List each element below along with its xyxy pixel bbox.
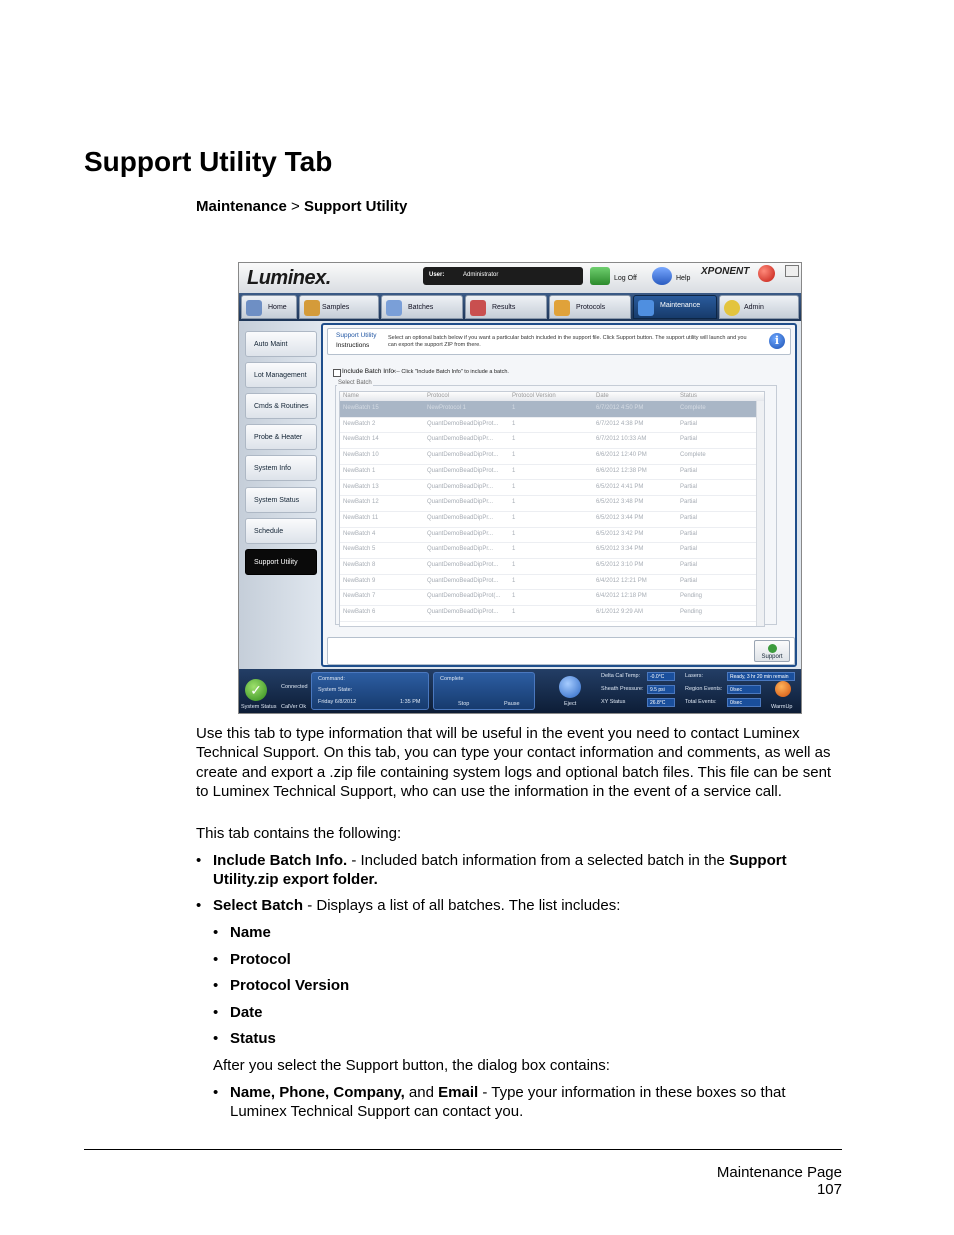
table-row[interactable] xyxy=(340,605,764,622)
bullet1-bold2: Support Utility.zip export folder. xyxy=(213,852,787,889)
batches-icon xyxy=(386,300,402,316)
cell-status: Partial xyxy=(680,499,698,506)
logoff-icon[interactable] xyxy=(590,267,610,285)
tab-protocols-label: Protocols xyxy=(576,304,606,311)
cell-protocol-version: 1 xyxy=(512,530,516,537)
side-auto-maint[interactable]: Auto Maint xyxy=(245,331,317,357)
eject-label[interactable]: Eject xyxy=(564,701,577,707)
cell-status: Pending xyxy=(680,593,703,600)
cell-protocol: QuantDemoBeadDipProt... xyxy=(427,577,499,584)
delta-cal-label: Delta Cal Temp: xyxy=(601,673,641,679)
total-value: 0/sec xyxy=(727,698,761,707)
results-icon xyxy=(470,300,486,316)
xy-value: 26.8°C xyxy=(647,698,675,707)
side-cmds-routines[interactable]: Cmds & Routines xyxy=(245,393,317,419)
warmup-icon[interactable] xyxy=(775,681,791,697)
side-support-utility[interactable]: Support Utility xyxy=(245,549,317,575)
cell-status: Partial xyxy=(680,577,698,584)
intro-paragraph: Use this tab to type information that will be useful in the event you need to contact Luminex Technical Support. On this tab, you can type your contact information and comments, as well as create and export a .zip file containing system logs and optional batch files. This file can be sent to Luminex Technical Support, who can use the information in the event of a service call. xyxy=(196,725,832,801)
col-protocol-version[interactable]: Protocol Version xyxy=(512,393,556,399)
eject-icon[interactable] xyxy=(559,676,581,698)
instructions-label: Instructions xyxy=(336,342,370,349)
info-icon[interactable]: i xyxy=(769,333,785,349)
tab-admin-label: Admin xyxy=(744,304,764,311)
cell-date: 6/4/2012 12:21 PM xyxy=(596,577,647,584)
total-label: Total Events: xyxy=(685,699,717,705)
bullet3-bold2: Email xyxy=(438,1084,479,1101)
batch-table xyxy=(339,391,765,627)
cell-name: NewBatch 13 xyxy=(343,483,379,490)
cell-name: NewBatch 2 xyxy=(343,420,376,427)
cell-date: 6/4/2012 12:18 PM xyxy=(596,593,647,600)
cell-date: 6/5/2012 3:34 PM xyxy=(596,546,644,553)
cell-protocol: QuantDemoBeadDipPr... xyxy=(427,514,494,521)
system-state-label: System State: xyxy=(318,687,353,693)
table-row[interactable] xyxy=(340,558,764,575)
bullet3-text1: and xyxy=(404,1084,439,1101)
cell-protocol-version: 1 xyxy=(512,467,516,474)
col-name[interactable]: Name xyxy=(343,393,360,399)
tab-protocols[interactable] xyxy=(549,295,631,319)
tab-home-label: Home xyxy=(268,304,287,311)
sheath-value: 9.5 psi xyxy=(647,685,675,694)
cell-protocol: QuantDemoBeadDipPr... xyxy=(427,530,494,537)
status-bar xyxy=(239,669,801,713)
table-row[interactable] xyxy=(340,464,764,481)
cell-name: NewBatch 4 xyxy=(343,530,376,537)
bullet1-text: - Included batch information from a selected batch in the xyxy=(347,852,730,869)
stop-button[interactable]: Stop xyxy=(458,701,470,707)
region-label: Region Events: xyxy=(685,686,723,692)
bullet1-bold: Include Batch Info. xyxy=(213,852,348,869)
cell-protocol-version: 1 xyxy=(512,609,516,616)
connected-label: Connected xyxy=(281,684,308,690)
run-panel xyxy=(433,672,535,710)
calver-label: CalVer Ok xyxy=(281,704,307,710)
bullet3-bold: Name, Phone, Company, xyxy=(230,1084,405,1101)
lasers-value: Ready, 3 hr 20 min remain xyxy=(727,672,795,681)
cell-date: 6/7/2012 10:33 AM xyxy=(596,436,647,443)
bullet2-text: - Displays a list of all batches. The list includes: xyxy=(303,897,621,914)
xponent-logo: XPONENT xyxy=(701,266,750,277)
cell-date: 6/7/2012 4:50 PM xyxy=(596,405,644,411)
sub-item-name-text: Name xyxy=(230,924,271,941)
cell-date: 6/5/2012 3:42 PM xyxy=(596,530,644,537)
side-system-info[interactable]: System Info xyxy=(245,455,317,481)
luminex-logo: Luminex. xyxy=(247,267,331,289)
cell-protocol: QuantDemoBeadDipProt... xyxy=(427,467,499,474)
tab-batches-label: Batches xyxy=(408,304,434,311)
user-value: Administrator xyxy=(463,272,499,278)
time-value: 1:35 PM xyxy=(400,699,421,705)
cell-name: NewBatch 5 xyxy=(343,546,376,553)
cell-status: Partial xyxy=(680,467,698,474)
cell-status: Partial xyxy=(680,562,698,568)
cell-status: Complete xyxy=(680,405,706,411)
cell-protocol-version: 1 xyxy=(512,546,516,553)
include-batch-hint: <-- Click "Include Batch Info" to include a batch. xyxy=(393,369,509,375)
cell-date: 6/5/2012 3:48 PM xyxy=(596,499,644,506)
table-row[interactable] xyxy=(340,574,764,591)
cell-status: Partial xyxy=(680,436,698,443)
support-button-label: Support xyxy=(761,654,783,660)
footer-page-number: 107 xyxy=(816,1181,842,1198)
sub-item-protocol-text: Protocol xyxy=(230,951,291,968)
user-label: User: xyxy=(429,272,445,278)
tab-maintenance[interactable] xyxy=(633,295,717,319)
footer-section: Maintenance Page xyxy=(716,1164,842,1181)
cell-protocol-version: 1 xyxy=(512,514,516,521)
cell-protocol-version: 1 xyxy=(512,562,516,568)
cell-name: NewBatch 7 xyxy=(343,593,376,600)
tab-batches[interactable] xyxy=(381,295,463,319)
col-status[interactable]: Status xyxy=(680,393,698,399)
system-status-label: System Status xyxy=(241,704,277,710)
tab-admin[interactable] xyxy=(719,295,799,319)
cell-date: 6/5/2012 3:10 PM xyxy=(596,562,644,568)
sub-item-status-text: Status xyxy=(230,1030,276,1047)
table-row[interactable] xyxy=(340,480,764,497)
pause-button[interactable]: Pause xyxy=(504,701,520,707)
after-paragraph: After you select the Support button, the dialog box contains: xyxy=(213,1057,610,1074)
cell-date: 6/1/2012 9:29 AM xyxy=(596,609,644,616)
cell-protocol: QuantDemoBeadDipPr... xyxy=(427,436,494,443)
batch-table-scrollbar[interactable] xyxy=(756,401,764,626)
support-footer xyxy=(327,637,795,665)
cell-protocol-version: 1 xyxy=(512,420,516,427)
tab-results-label: Results xyxy=(492,304,516,311)
include-batch-checkbox[interactable] xyxy=(333,369,341,377)
bullet3-text2: - Type your information in these boxes so that Luminex Technical Support can contact you. xyxy=(230,1084,786,1121)
tab-samples-label: Samples xyxy=(322,304,350,311)
maintenance-sidebar xyxy=(239,321,319,669)
region-value: 0/sec xyxy=(727,685,761,694)
cell-protocol-version: 1 xyxy=(512,452,516,459)
panel-title: Support Utility xyxy=(336,332,377,339)
table-row[interactable] xyxy=(340,448,764,465)
app-topbar xyxy=(239,263,801,293)
table-row[interactable] xyxy=(340,527,764,544)
side-probe-heater[interactable]: Probe & Heater xyxy=(245,424,317,450)
include-batch-label[interactable]: Include Batch Info xyxy=(342,368,395,375)
cell-protocol-version: 1 xyxy=(512,483,516,490)
lasers-label: Lasers: xyxy=(685,673,704,679)
cell-protocol: QuantDemoBeadDipPr... xyxy=(427,546,494,553)
help-label[interactable]: Help xyxy=(676,275,691,282)
cell-date: 6/6/2012 12:38 PM xyxy=(596,467,647,474)
cell-name: NewBatch 11 xyxy=(343,514,379,521)
help-icon[interactable] xyxy=(652,267,672,285)
tab-maintenance-label: Maintenance xyxy=(660,302,701,309)
complete-label: Complete xyxy=(440,676,464,682)
cell-date: 6/5/2012 3:44 PM xyxy=(596,514,644,521)
sheath-label: Sheath Pressure: xyxy=(601,686,644,692)
date-value: Friday 6/8/2012 xyxy=(318,699,357,705)
cell-name: NewBatch 14 xyxy=(343,436,379,443)
cell-status: Partial xyxy=(680,514,698,521)
main-tabs xyxy=(239,293,801,321)
cell-name: NewBatch 15 xyxy=(343,405,379,411)
protocols-icon xyxy=(554,300,570,316)
support-utility-panel xyxy=(321,323,797,667)
col-protocol[interactable]: Protocol xyxy=(427,393,450,399)
breadcrumb-part2: Support Utility xyxy=(303,198,408,215)
instructions-text: Select an optional batch below if you want a particular batch included in the support file. Click Support button. The support utility will launch and you can export the support ZIP from there. xyxy=(388,335,747,348)
table-row[interactable] xyxy=(340,495,764,512)
cell-name: NewBatch 12 xyxy=(343,499,379,506)
cell-protocol-version: 1 xyxy=(512,499,516,506)
cell-protocol: NewProtocol 1 xyxy=(427,405,467,411)
cell-date: 6/5/2012 4:41 PM xyxy=(596,483,644,490)
tab-samples[interactable] xyxy=(299,295,379,319)
cell-name: NewBatch 10 xyxy=(343,452,379,459)
maintenance-icon xyxy=(638,300,654,316)
cell-status: Partial xyxy=(680,420,698,427)
col-date[interactable]: Date xyxy=(596,393,609,399)
breadcrumb xyxy=(196,198,407,215)
table-row[interactable] xyxy=(340,432,764,449)
admin-icon xyxy=(724,300,740,316)
breadcrumb-part1: Maintenance xyxy=(196,198,287,215)
tab-home[interactable] xyxy=(241,295,297,319)
side-system-status[interactable]: System Status xyxy=(245,487,317,513)
select-batch-label: Select Batch xyxy=(338,380,372,386)
xy-label: XY Status xyxy=(601,699,626,705)
contains-paragraph: This tab contains the following: xyxy=(196,825,402,842)
cell-protocol: QuantDemoBeadDipProt... xyxy=(427,562,499,568)
support-icon xyxy=(768,644,777,653)
tab-results[interactable] xyxy=(465,295,547,319)
home-icon xyxy=(246,300,262,316)
cell-status: Partial xyxy=(680,546,698,553)
table-row[interactable] xyxy=(340,417,764,434)
cell-protocol-version: 1 xyxy=(512,593,516,600)
table-row[interactable] xyxy=(340,589,764,606)
page-title: Support Utility Tab xyxy=(84,146,333,177)
cell-status: Partial xyxy=(680,530,698,537)
cell-protocol: QuantDemoBeadDipPr... xyxy=(427,483,494,490)
system-ok-icon[interactable]: ✓ xyxy=(245,679,267,701)
cell-protocol: QuantDemoBeadDipPr... xyxy=(427,499,494,506)
sub-item-protocol-version-text: Protocol Version xyxy=(230,977,350,994)
cell-status: Pending xyxy=(680,609,703,616)
cell-protocol: QuantDemoBeadDipProt... xyxy=(427,609,499,616)
status-light-icon xyxy=(758,265,775,282)
cell-name: NewBatch 8 xyxy=(343,562,376,568)
command-label: Command: xyxy=(318,676,345,682)
cell-date: 6/6/2012 12:40 PM xyxy=(596,452,647,459)
samples-icon xyxy=(304,300,320,316)
cell-status: Complete xyxy=(680,452,706,459)
side-lot-management[interactable]: Lot Management xyxy=(245,362,317,388)
instructions-box xyxy=(327,328,791,355)
cell-protocol: QuantDemoBeadDipProt(... xyxy=(427,593,501,600)
cell-protocol-version: 1 xyxy=(512,436,516,443)
cell-protocol: QuantDemoBeadDipProt... xyxy=(427,420,499,427)
cell-name: NewBatch 1 xyxy=(343,467,376,474)
logoff-label[interactable]: Log Off xyxy=(614,275,637,282)
table-row[interactable] xyxy=(340,511,764,528)
cell-name: NewBatch 9 xyxy=(343,577,376,584)
cell-date: 6/7/2012 4:38 PM xyxy=(596,420,644,427)
breadcrumb-sep: > xyxy=(286,198,304,215)
delta-cal-value: -0.0°C xyxy=(647,672,675,681)
user-box xyxy=(423,267,583,285)
support-button[interactable] xyxy=(754,640,790,662)
side-schedule[interactable]: Schedule xyxy=(245,518,317,544)
sub-item-date-text: Date xyxy=(230,1004,263,1021)
footer-rule xyxy=(84,1149,842,1150)
window-button[interactable] xyxy=(785,265,799,277)
bullet2-bold: Select Batch xyxy=(213,897,304,914)
cell-protocol-version: 1 xyxy=(512,577,516,584)
cell-protocol-version: 1 xyxy=(512,405,516,411)
cell-protocol: QuantDemoBeadDipProt... xyxy=(427,452,499,459)
cell-name: NewBatch 6 xyxy=(343,609,376,616)
cell-status: Partial xyxy=(680,483,698,490)
warmup-label[interactable]: WarmUp xyxy=(771,704,793,710)
command-panel xyxy=(311,672,429,710)
table-row[interactable] xyxy=(340,542,764,559)
table-row[interactable] xyxy=(340,401,764,418)
app-screenshot xyxy=(238,262,802,714)
